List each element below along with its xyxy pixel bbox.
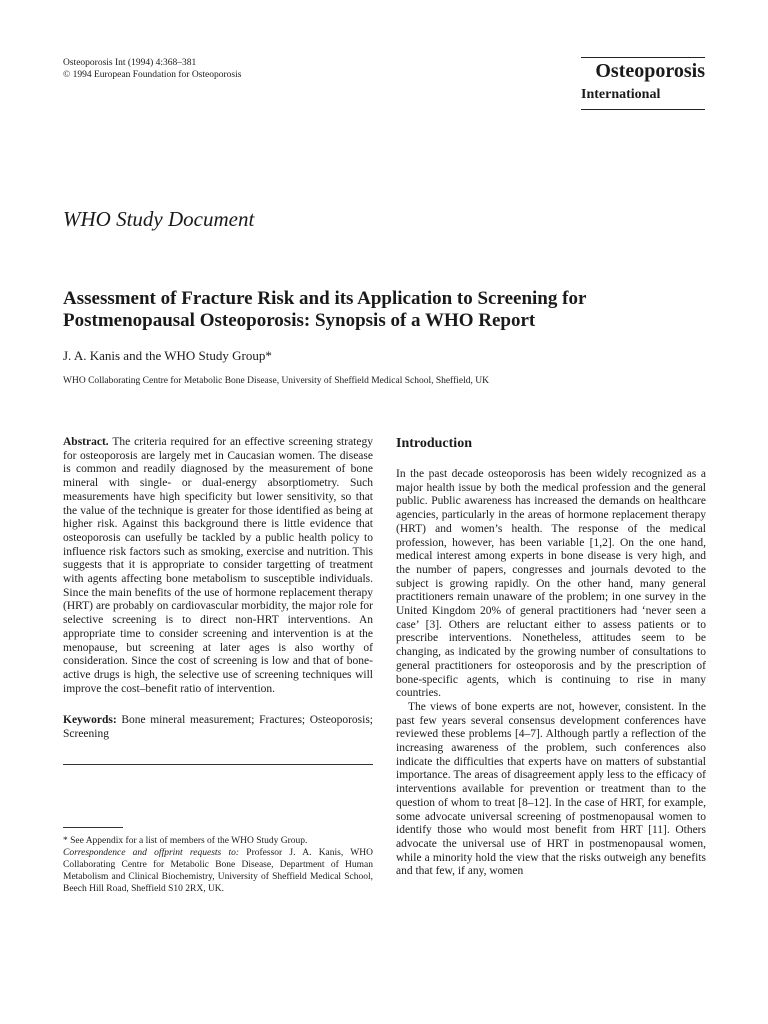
title-line: Postmenopausal Osteoporosis: Synopsis of a WHO Report: [63, 310, 536, 331]
footnote-members: * See Appendix for a list of members of the WHO Study Group.: [63, 835, 308, 846]
section-divider: [63, 764, 373, 765]
intro-paragraph: The views of bone experts are not, however, consistent. In the past few years several consensus development conferences have reviewed these problems [4–7]. Although partly a reflection of the increasing awareness of the problem, such conferences also indicate the difficulties that experts have on matters of substantial importance. The areas of disagreement apply less to the efficacy of interventions available for prevention or treatment than to the question of whom to treat [8–12]. In the case of HRT, for example, some advocate universal screening of postmenopausal women to identify those who would most benefit from HRT [11]. Others advocate the universal use of HRT in postmenopausal women, while a minority hold the view that the risks outweigh any benefits and that few, if any, women: [396, 700, 706, 878]
affiliation: WHO Collaborating Centre for Metabolic Bone Disease, University of Sheffield Medical School, Sheffield, UK: [63, 376, 489, 386]
journal-brand: [581, 57, 705, 110]
article-title: [63, 288, 713, 332]
section-heading-introduction: Introduction: [396, 436, 472, 451]
keywords-label: Keywords:: [63, 714, 117, 727]
footnote: [63, 835, 373, 895]
abstract-text: The criteria required for an effective screening strategy for osteoporosis are largely met in Caucasian women. The disease is common and readily diagnosed by the measurement of bone mineral with single- or dual-energy absorptiometry. Such measurements have high specificity but lower sensitivity, so that the value of the technique is greater for those identified as being at higher risk. Against this background there is little evidence that osteoporosis can usefully be tackled by a public health policy to influence risk factors such as smoking, exercise and nutrition. This suggests that it is appropriate to consider targetting of treatment with agents affecting bone metabolism to susceptible individuals. Since the main benefits of the use of hormone replacement therapy (HRT) are probably on cardiovascular morbidity, the major role for selective screening is to direct non-HRT interventions. An appropriate time to consider screening and intervention is at the menopause, but screening at later ages is also worthy of consideration. Since the cost of screening is low and that of bone-active drugs is high, the selective use of screening techniques will improve the cost–benefit ratio of intervention.: [63, 436, 373, 695]
correspondence-text: Professor J. A. Kanis, WHO Collaborating Centre for Metabolic Bone Disease, Department of Human Metabolism and Clinical Biochemistry, University of Sheffield Medical School, Beech Hill Road, Sheffield S10 2RX, UK.: [63, 847, 373, 894]
title-line: Assessment of Fracture Risk and its Application to Screening for: [63, 288, 587, 309]
journal-title: Osteoporosis: [595, 60, 705, 82]
keywords-text: Bone mineral measurement; Fractures; Osteoporosis; Screening: [63, 714, 373, 741]
document-type: WHO Study Document: [63, 207, 255, 231]
left-column: [63, 436, 373, 895]
journal-subtitle: International: [581, 87, 661, 102]
footnote-divider: [63, 827, 123, 828]
brand-divider: [581, 57, 705, 58]
abstract-label: Abstract.: [63, 436, 109, 448]
abstract: [63, 436, 373, 696]
correspondence-label: Correspondence and offprint requests to:: [63, 847, 240, 858]
keywords: [63, 714, 373, 741]
citation-line: Osteoporosis Int (1994) 4:368–381: [63, 58, 197, 68]
intro-paragraph: In the past decade osteoporosis has been widely recognized as a major health issue by both the medical profession and the general public. Public awareness has increased the demands on healthcare agencies, particularly in the areas of hormone replacement therapy (HRT) and women’s health. The response of the medical profession, however, has been variable [1,2]. On the one hand, medical interest among experts in bone disease is very high, and the number of papers, congresses and journals devoted to the subject is growing rapidly. On the other hand, many general practitioners remain unaware of the problem; in one survey in the United Kingdom 20% of general practitioners had ‘never seen a case’ [3]. Others are reluctant either to assess patients or to prescribe interventions. Nonetheless, attitudes seem to be changing, as indicated by the growing number of consultations to general practitioners for osteoporosis and by the prescription of bone-specific agents, which is continuing to rise in many countries.: [396, 468, 706, 700]
authors: J. A. Kanis and the WHO Study Group*: [63, 348, 272, 363]
journal-citation: [63, 57, 241, 81]
copyright-line: © 1994 European Foundation for Osteoporosis: [63, 70, 242, 80]
footnote-correspondence: [63, 847, 373, 895]
brand-divider: [581, 109, 705, 110]
right-column: [396, 436, 706, 879]
